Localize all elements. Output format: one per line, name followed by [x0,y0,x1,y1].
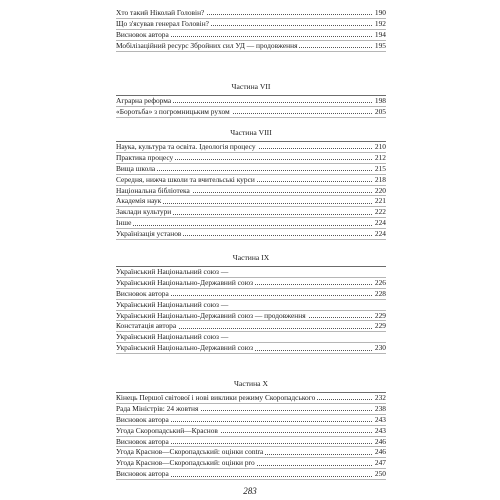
toc-entry-page: 229 [374,310,386,320]
toc-entry[interactable] [116,175,386,186]
toc-entry[interactable] [116,426,386,437]
toc-entry-title: Український Національно-Державний союз [116,277,254,287]
toc-entry[interactable] [116,447,386,458]
toc-entry-title: Український Національний союз — [116,267,229,276]
toc-entry-title: Наука, культура та освіта. Ідеологія процесу [116,142,256,151]
dot-leader [116,225,386,226]
toc-entry-title: Кінець Першої світової і нові виклики режиму Скоропадського [116,393,316,402]
toc-entry-page: 215 [374,163,386,173]
toc-section-part-9 [116,253,386,354]
toc-entry-page: 229 [374,321,386,331]
toc-entry-page: 232 [374,393,386,402]
toc-entry-title: Констатація автора [116,321,177,331]
toc-entry[interactable] [116,289,386,300]
toc-entry-title: Український Національний союз — [116,332,229,342]
toc-entry-title: Що з'ясував генерал Головін? [116,18,209,28]
part-title: Частина X [234,379,268,388]
toc-entry-title: Висновок автора [116,288,169,298]
toc-entry-page: 195 [374,40,386,50]
toc-entry-title: Угода Краснов—Скоропадський: оцінки contra [116,447,264,457]
toc-entry[interactable] [116,142,386,153]
toc-entry-title: Угода Скоропадський—Краснов [116,425,218,435]
toc-entry[interactable] [116,186,386,197]
toc-entry-page: 247 [374,458,386,468]
toc-entry[interactable] [116,469,386,480]
toc-entry[interactable] [116,278,386,289]
toc-entry-page: 230 [374,343,386,353]
toc-entry-title: Середня, нижча школи та вчительські курси [116,174,255,184]
toc-section-part-10 [116,379,386,480]
toc-entry-page: 205 [374,106,386,116]
toc-entry-title: Вища школа [116,163,156,173]
toc-entry[interactable] [116,229,386,240]
toc-entry[interactable] [116,332,386,343]
toc-entry-title: Рада Міністрів: 24 жовтня [116,403,199,413]
toc-entry-page: 246 [374,436,386,446]
toc-entry-page: 238 [374,403,386,413]
toc-entry[interactable] [116,311,386,322]
page-number: 283 [243,486,257,496]
toc-entry-title: «Боротьба» з погромницьким рухом [116,106,230,116]
toc-entry[interactable] [116,8,386,19]
toc-entry[interactable] [116,96,386,107]
toc-entry[interactable] [116,300,386,311]
toc-entry-page: 243 [374,425,386,435]
toc-entry[interactable] [116,153,386,164]
toc-entry-page: 220 [374,185,386,195]
part-title: Частина IX [232,253,270,262]
part-title: Частина VIII [230,128,272,137]
toc-entry-page: 226 [374,277,386,287]
toc-section-part-8 [116,128,386,240]
toc-entry-title: Національна бібліотека [116,185,190,195]
toc-entry-title: Заклади культури [116,207,172,217]
toc-entry[interactable] [116,458,386,469]
toc-entry-page: 192 [374,18,386,28]
toc-entry-page: 212 [374,152,386,162]
toc-section-continued [116,8,386,52]
toc-entry[interactable] [116,196,386,207]
toc-entry-title: Мобілізаційний ресурс Збройних сил УД — продовження [116,40,298,50]
toc-entry-title: Висновок автора [116,436,169,446]
toc-entry-page: 224 [374,229,386,239]
toc-entry[interactable] [116,415,386,426]
toc-entry-title: Аграрна реформа [116,96,172,105]
toc-entry-title: Висновок автора [116,29,169,39]
toc-entry[interactable] [116,107,386,118]
toc-entry-page: 224 [374,218,386,228]
toc-entry-page: 246 [374,447,386,457]
toc-entry-title: Академія наук [116,196,162,206]
toc-entry-title: Хто такий Ніколай Головін? [116,8,205,17]
toc-entry-title: Угода Краснов—Скоропадський: оцінки pro [116,458,255,468]
toc-entry-title: Український Національно-Державний союз — продовження [116,310,306,320]
toc-entry-title: Українізація установ [116,229,182,239]
toc-entry-page: 250 [374,469,386,479]
toc-section-part-7 [116,82,386,118]
toc-entry-title: Висновок автора [116,469,169,479]
toc-entry-title: Інше [116,218,132,228]
part-title: Частина VII [231,82,271,91]
toc-entry-page: 198 [374,96,386,105]
toc-entry[interactable] [116,404,386,415]
toc-entry[interactable] [116,207,386,218]
toc-entry-page: 243 [374,414,386,424]
toc-entry-page: 222 [374,207,386,217]
toc-entry-page: 194 [374,29,386,39]
toc-entry[interactable] [116,321,386,332]
toc-entry-page: 218 [374,174,386,184]
toc-entry-title: Висновок автора [116,414,169,424]
toc-entry[interactable] [116,218,386,229]
toc-entry-title: Український Національний союз — [116,299,229,309]
toc-entry-page: 210 [374,142,386,151]
toc-entry[interactable] [116,393,386,404]
toc-entry[interactable] [116,41,386,52]
toc-entry-title: Практика процесу [116,152,174,162]
toc-entry[interactable] [116,343,386,354]
toc-entry-title: Український Національно-Державний союз [116,343,254,353]
toc-entry[interactable] [116,19,386,30]
toc-entry-page: 228 [374,288,386,298]
toc-entry[interactable] [116,30,386,41]
toc-entry[interactable] [116,267,386,278]
toc-entry-page: 190 [374,8,386,17]
toc-entry-page: 221 [374,196,386,206]
toc-entry[interactable] [116,437,386,448]
toc-entry[interactable] [116,164,386,175]
